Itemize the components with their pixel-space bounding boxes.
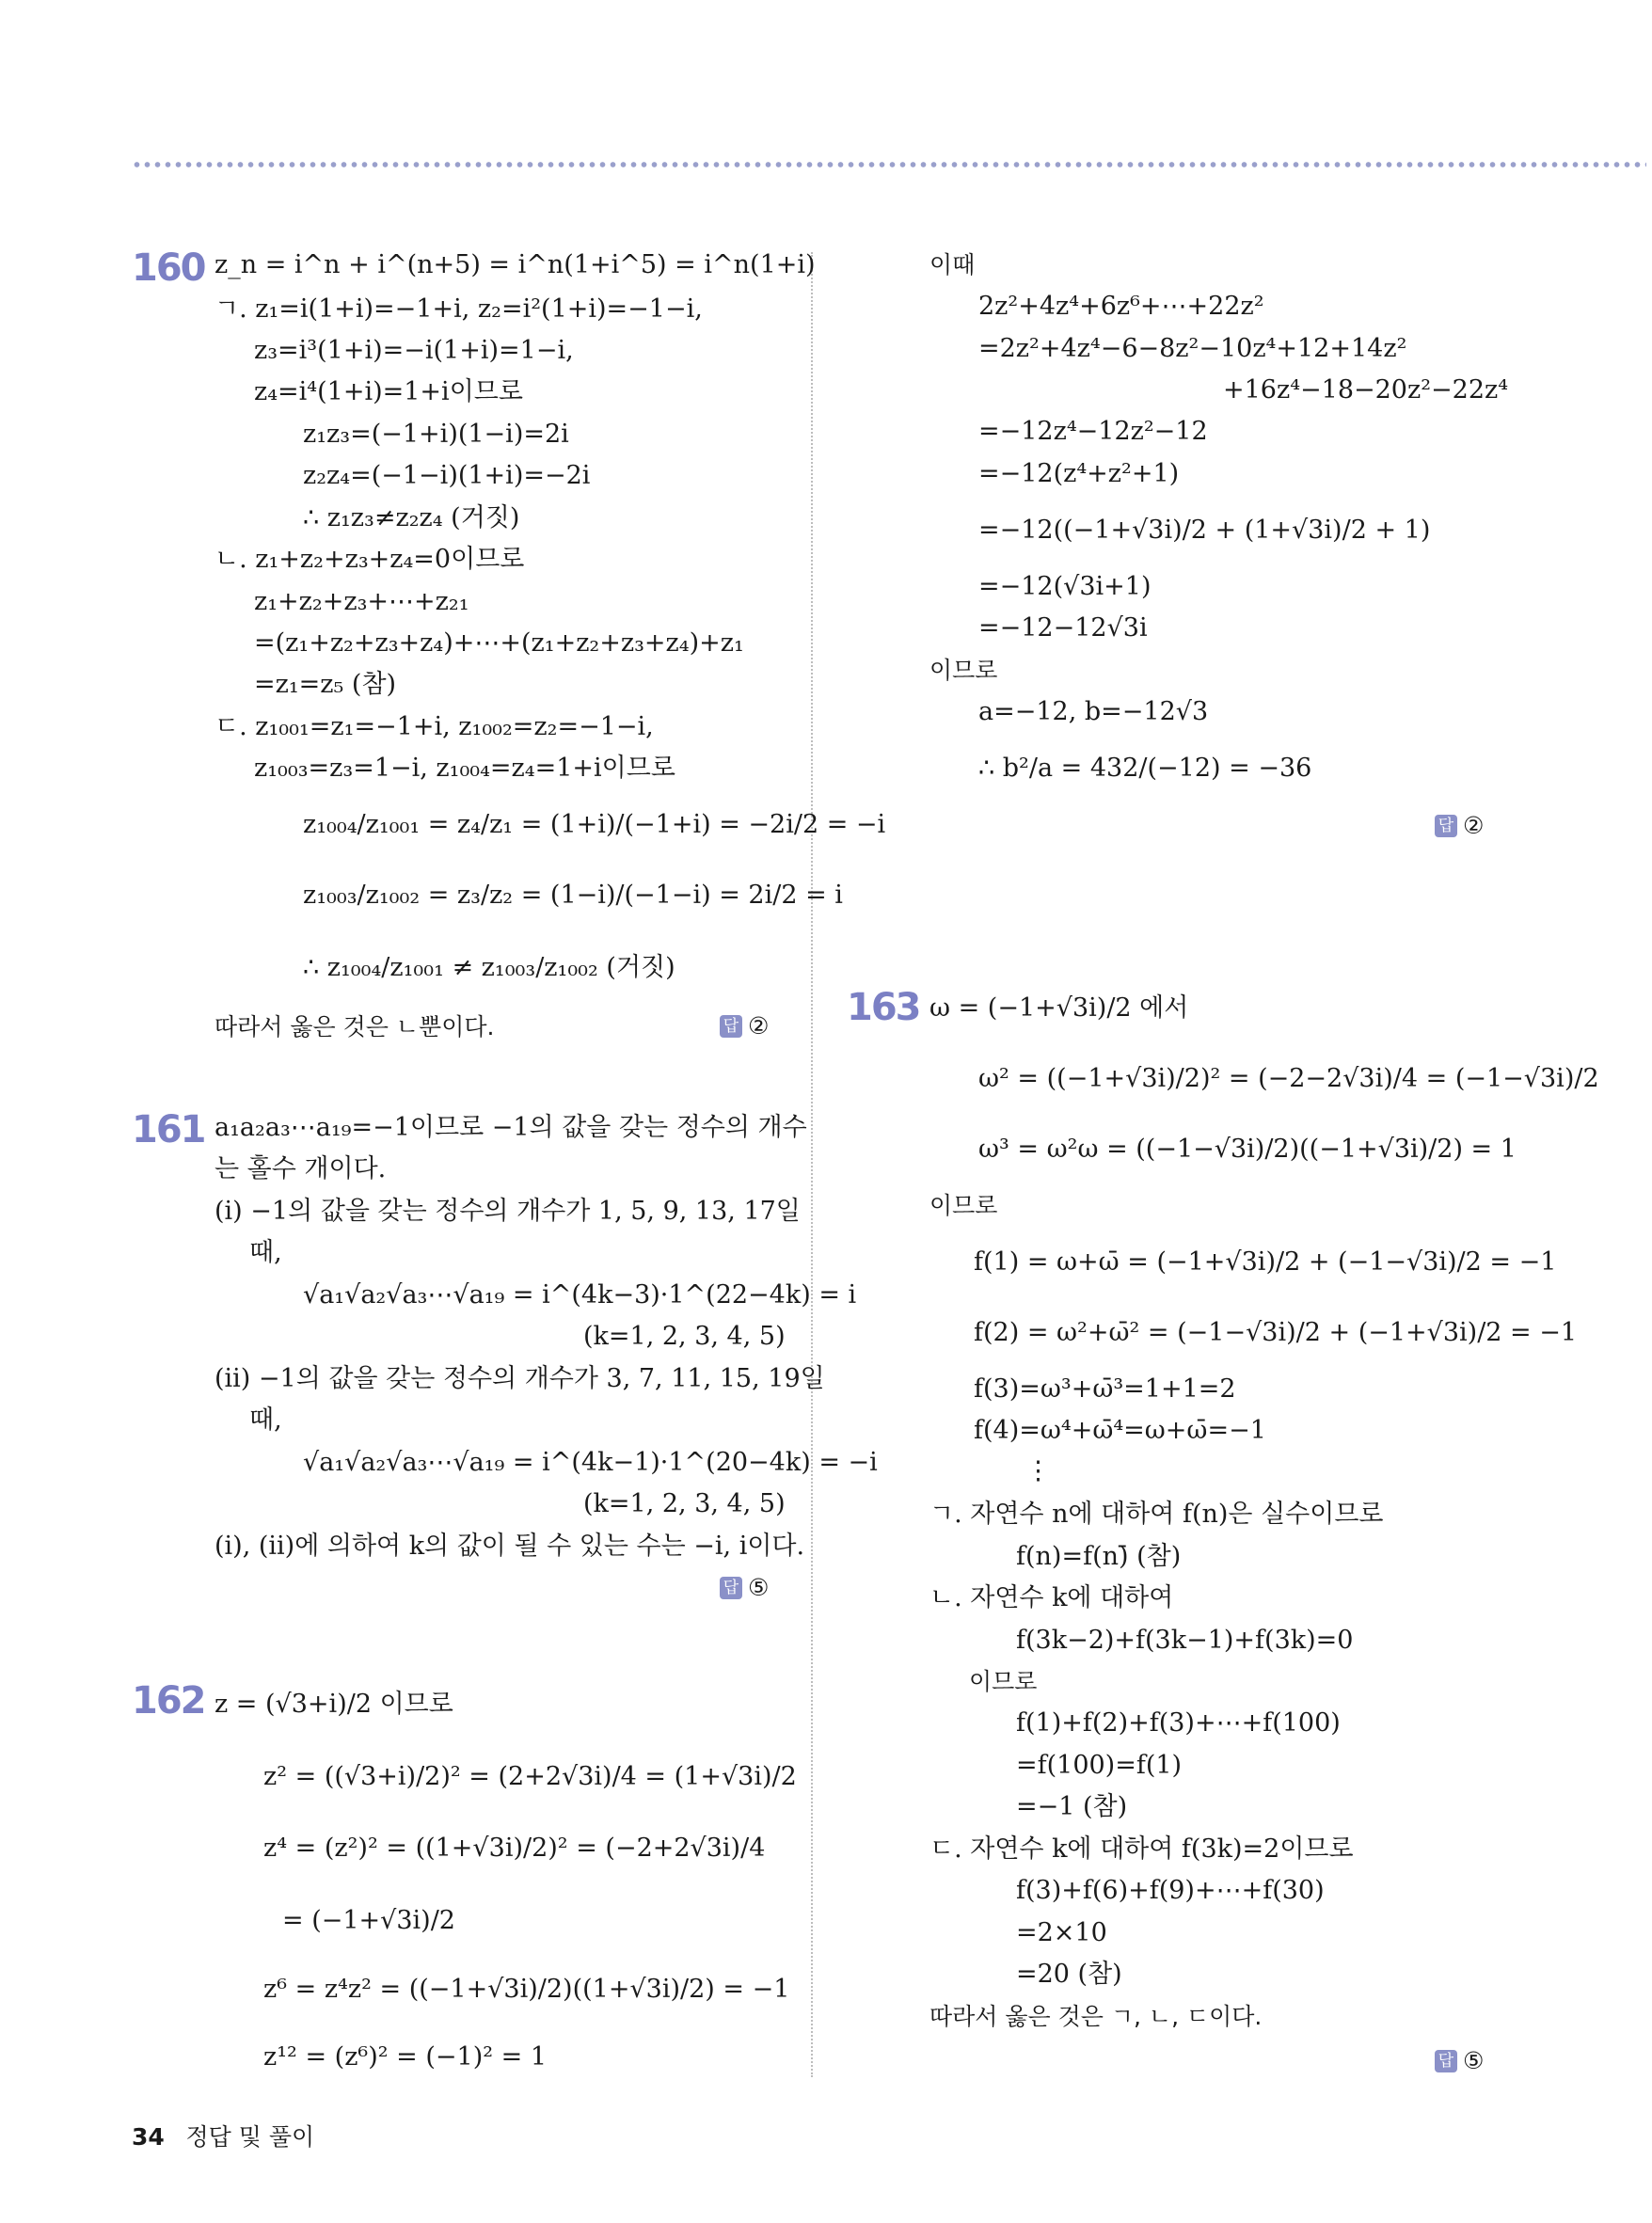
problem-number-162: 162 xyxy=(132,1679,205,1723)
p162-line-7: 이때 xyxy=(929,251,976,278)
p163-answer-value: ⑤ xyxy=(1463,2047,1485,2074)
p163-line-3: ω³ = ω²ω = ((−1−√3i)/2)((−1+√3i)/2) = 1 xyxy=(978,1135,1517,1164)
p161-line-3: (ⅰ) −1의 값을 갖는 정수의 개수가 1, 5, 9, 13, 17일 xyxy=(214,1197,801,1226)
p162-answer-value: ② xyxy=(1463,812,1485,839)
problem-number-163: 163 xyxy=(847,986,920,1029)
p162-line-1: z = (√3+i)/2 이므로 xyxy=(214,1690,453,1719)
p162-line-18: ∴ b²/a = 432/(−12) = −36 xyxy=(978,754,1312,783)
p162-line-10: +16z⁴−18−20z²−22z⁴ xyxy=(1223,375,1509,405)
p162-line-6: z¹² = (z⁶)² = (−1)² = 1 xyxy=(263,2042,548,2072)
p163-line-18: ㄷ. 자연수 k에 대하여 f(3k)=2이므로 xyxy=(929,1834,1354,1864)
p163-answer xyxy=(1435,2047,1484,2074)
p162-line-8: 2z²+4z⁴+6z⁶+⋯+22z² xyxy=(978,292,1264,321)
answer-badge: 답 xyxy=(1435,815,1457,837)
p163-line-17: =−1 (참) xyxy=(1016,1792,1128,1821)
p161-line-11: (ⅰ), (ⅱ)에 의하여 k의 값이 될 수 있는 수는 −i, i이다. xyxy=(214,1532,805,1561)
p161-answer xyxy=(720,1574,769,1601)
p160-line-13: z₁₀₀₃=z₃=1−i, z₁₀₀₄=z₄=1+i이므로 xyxy=(254,754,675,783)
p161-line-8: 때, xyxy=(249,1405,282,1435)
p163-line-15: f(1)+f(2)+f(3)+⋯+f(100) xyxy=(1016,1708,1341,1738)
p160-answer-value: ② xyxy=(748,1012,770,1040)
problem-number-160: 160 xyxy=(132,246,205,290)
p163-line-13: f(3k−2)+f(3k−1)+f(3k)=0 xyxy=(1016,1626,1354,1655)
p162-line-14: =−12(√3i+1) xyxy=(978,572,1152,601)
p162-answer xyxy=(1435,812,1484,839)
p163-line-10: ㄱ. 자연수 n에 대하여 f(n)은 실수이므로 xyxy=(929,1500,1384,1529)
p160-line-9: z₁+z₂+z₃+⋯+z₂₁ xyxy=(254,587,469,616)
dotted-header-rule xyxy=(132,160,1646,169)
answer-badge: 답 xyxy=(720,1015,742,1038)
p160-line-1: z_n = i^n + i^(n+5) = i^n(1+i^5) = i^n(1+i) xyxy=(214,250,816,279)
p163-line-2: ω² = ((−1+√3i)/2)² = (−2−2√3i)/4 = (−1−√3i)/2 xyxy=(978,1064,1599,1093)
p163-line-4: 이므로 xyxy=(929,1192,998,1219)
p161-line-1: a₁a₂a₃⋯a₁₉=−1이므로 −1의 값을 갖는 정수의 개수 xyxy=(214,1113,807,1142)
problem-number-161: 161 xyxy=(132,1108,205,1151)
p160-line-14: z₁₀₀₄/z₁₀₀₁ = z₄/z₁ = (1+i)/(−1+i) = −2i/2 = −i xyxy=(303,810,886,839)
p160-line-3: z₃=i³(1+i)=−i(1+i)=1−i, xyxy=(254,336,574,365)
p163-line-12: ㄴ. 자연수 k에 대하여 xyxy=(929,1583,1174,1612)
p163-conclusion: 따라서 옳은 것은 ㄱ, ㄴ, ㄷ이다. xyxy=(929,2003,1263,2030)
p162-line-2: z² = ((√3+i)/2)² = (2+2√3i)/4 = (1+√3i)/2 xyxy=(263,1762,797,1791)
page-number: 34 xyxy=(132,2123,165,2151)
p160-line-10: =(z₁+z₂+z₃+z₄)+⋯+(z₁+z₂+z₃+z₄)+z₁ xyxy=(254,628,744,658)
p163-line-20: =2×10 xyxy=(1016,1918,1107,1947)
p163-line-9: ⋮ xyxy=(1025,1456,1051,1485)
p163-line-21: =20 (참) xyxy=(1016,1960,1122,1989)
p162-line-16: 이므로 xyxy=(929,657,998,684)
p162-line-3: z⁴ = (z²)² = ((1+√3i)/2)² = (−2+2√3i)/4 xyxy=(263,1834,766,1863)
page-footer xyxy=(132,2119,314,2152)
p162-line-15: =−12−12√3i xyxy=(978,613,1148,643)
p162-line-13: =−12((−1+√3i)/2 + (1+√3i)/2 + 1) xyxy=(978,516,1431,545)
p161-answer-value: ⑤ xyxy=(748,1574,770,1601)
p162-line-4: = (−1+√3i)/2 xyxy=(282,1906,455,1935)
p163-line-14: 이므로 xyxy=(969,1668,1038,1695)
p163-line-6: f(2) = ω²+ω̄² = (−1−√3i)/2 + (−1+√3i)/2 = −1 xyxy=(974,1318,1578,1347)
p160-line-7: ∴ z₁z₃≠z₂z₄ (거짓) xyxy=(303,503,520,532)
p161-line-2: 는 홀수 개이다. xyxy=(214,1154,387,1183)
p160-answer xyxy=(720,1012,769,1040)
p162-line-12: =−12(z⁴+z²+1) xyxy=(978,459,1180,488)
p160-line-8: ㄴ. z₁+z₂+z₃+z₄=0이므로 xyxy=(214,545,525,574)
p163-line-7: f(3)=ω³+ω̄³=1+1=2 xyxy=(974,1374,1236,1404)
p163-line-11: f(n)=f(n)̄ (참) xyxy=(1016,1542,1182,1571)
p160-line-2: ㄱ. z₁=i(1+i)=−1+i, z₂=i²(1+i)=−1−i, xyxy=(214,294,703,324)
p161-line-7: (ⅱ) −1의 값을 갖는 정수의 개수가 3, 7, 11, 15, 19일 xyxy=(214,1364,825,1393)
p162-line-17: a=−12, b=−12√3 xyxy=(978,697,1209,726)
footer-title: 정답 및 풀이 xyxy=(185,2123,315,2151)
p160-line-15: z₁₀₀₃/z₁₀₀₂ = z₃/z₂ = (1−i)/(−1−i) = 2i/2 = i xyxy=(303,881,843,910)
p163-line-19: f(3)+f(6)+f(9)+⋯+f(30) xyxy=(1016,1876,1325,1905)
p162-line-5: z⁶ = z⁴z² = ((−1+√3i)/2)((1+√3i)/2) = −1 xyxy=(263,1975,790,2004)
column-divider xyxy=(811,252,813,2077)
answer-badge: 답 xyxy=(720,1577,742,1599)
p163-line-8: f(4)=ω⁴+ω̄⁴=ω+ω̄=−1 xyxy=(974,1416,1266,1445)
p160-line-11: =z₁=z₅ (참) xyxy=(254,670,397,699)
p163-line-16: =f(100)=f(1) xyxy=(1016,1751,1183,1780)
p160-line-5: z₁z₃=(−1+i)(1−i)=2i xyxy=(303,420,569,449)
p161-line-5: √a₁√a₂√a₃⋯√a₁₉ = i^(4k−3)·1^(22−4k) = i xyxy=(303,1280,857,1310)
p160-line-12: ㄷ. z₁₀₀₁=z₁=−1+i, z₁₀₀₂=z₂=−1−i, xyxy=(214,712,654,741)
p161-line-6: (k=1, 2, 3, 4, 5) xyxy=(583,1322,786,1351)
p161-line-4: 때, xyxy=(249,1238,282,1267)
p163-line-5: f(1) = ω+ω̄ = (−1+√3i)/2 + (−1−√3i)/2 = −1 xyxy=(974,1247,1557,1277)
p161-line-9: √a₁√a₂√a₃⋯√a₁₉ = i^(4k−1)·1^(20−4k) = −i xyxy=(303,1448,878,1477)
p160-line-4: z₄=i⁴(1+i)=1+i이므로 xyxy=(254,377,523,406)
p162-line-9: =2z²+4z⁴−6−8z²−10z⁴+12+14z² xyxy=(978,334,1407,363)
answer-badge: 답 xyxy=(1435,2050,1457,2072)
p163-line-1: ω = (−1+√3i)/2 에서 xyxy=(929,993,1189,1023)
p160-line-6: z₂z₄=(−1−i)(1+i)=−2i xyxy=(303,461,591,490)
p160-line-16: ∴ z₁₀₀₄/z₁₀₀₁ ≠ z₁₀₀₃/z₁₀₀₂ (거짓) xyxy=(303,953,675,982)
p160-conclusion: 따라서 옳은 것은 ㄴ뿐이다. xyxy=(214,1013,495,1040)
p161-line-10: (k=1, 2, 3, 4, 5) xyxy=(583,1489,786,1518)
p162-line-11: =−12z⁴−12z²−12 xyxy=(978,417,1208,446)
